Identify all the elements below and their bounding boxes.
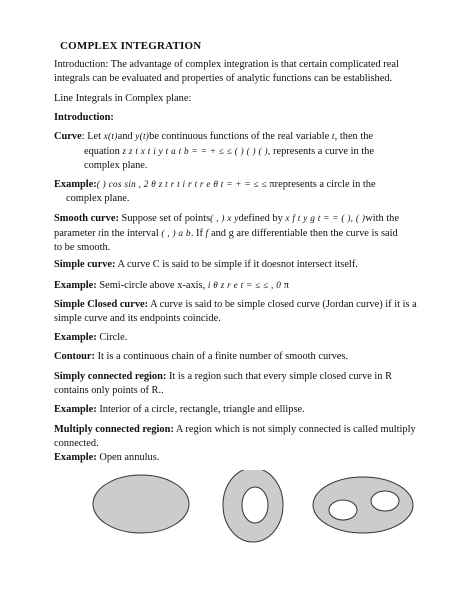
curve-text-4: , then the — [334, 131, 374, 142]
curve-text-1: : Let — [81, 131, 104, 142]
smooth-math-xy: ( , ) x y — [210, 213, 239, 223]
simple-curve-text: A curve C is said to be simple if it doesnot intersect itself. — [115, 259, 358, 270]
page-title: COMPLEX INTEGRATION — [60, 40, 202, 52]
example-semicircle — [54, 278, 424, 293]
simply-connected-definition — [54, 370, 424, 398]
curve-text-5: equation — [84, 146, 123, 157]
curve-equation-line — [54, 144, 424, 159]
example2-tail: π — [281, 280, 289, 291]
curve-label: Curve — [54, 131, 82, 142]
example-interiors — [54, 403, 424, 417]
smooth-curve-label: Smooth curve: — [54, 213, 119, 224]
example1-text-2: complex plane. — [66, 193, 130, 204]
simple-curve-label: Simple curve: — [54, 259, 116, 270]
smooth-text-1: Suppose set of points — [118, 213, 211, 224]
curve-text-2: and — [117, 131, 136, 142]
region-illustrations — [0, 470, 474, 550]
simple-curve-definition — [54, 258, 424, 272]
smooth-text-5: in the interval — [101, 228, 162, 239]
smooth-text-8: to be smooth. — [54, 242, 111, 253]
multiply-connected-text: A region which is not simply connected is called multiply connected. — [54, 424, 416, 449]
curve-math-t: t — [331, 131, 335, 141]
multiply-connected-definition — [54, 423, 424, 465]
curve-math-yt: y(t) — [135, 131, 150, 141]
simple-closed-label: Simple Closed curve: — [54, 299, 149, 310]
smooth-text-2: defined by — [238, 213, 286, 224]
example1-text-1: πrepresents a circle in the — [266, 179, 376, 190]
smooth-text-6: . If — [190, 228, 206, 239]
curve-text-7: complex plane. — [84, 160, 148, 171]
semicircle-equation: i θ z r e t = ≤ ≤ , 0 — [207, 280, 282, 290]
example3-text: Circle. — [96, 332, 128, 343]
contour-label: Contour: — [54, 351, 95, 362]
annulus-region — [223, 470, 283, 542]
left-hole — [329, 500, 357, 520]
example-circle-equation — [54, 177, 424, 206]
doubly-connected-region — [313, 477, 413, 533]
contour-definition — [54, 350, 424, 364]
circle-equation: ( ) cos sin , 2 θ z t r t i r t r e θ t = + = ≤ ≤ — [96, 179, 267, 189]
curve-equation: z z t x t i y t a t b = = + ≤ ≤ ( ) ( ) ( ), — [122, 146, 271, 156]
smooth-text-4: parameter — [54, 228, 99, 239]
line-integrals-heading: Line Integrals in Complex plane: — [54, 93, 192, 104]
example2-text: Semi-circle above x-axis, — [96, 280, 208, 291]
introduction-paragraph: Introduction: The advantage of complex integration is that certain complicated real integrals can be evaluated and properties of analytic functions can be established. — [54, 59, 399, 84]
simple-closed-curve-definition — [54, 298, 424, 326]
simple-closed-text: A curve is said to be simple closed curve (Jordan curve) if it is a simple curve and its endpoints coincide. — [54, 299, 417, 324]
example4-text: Interior of a circle, rectangle, triangle and ellipse. — [96, 404, 305, 415]
simply-connected-text: It is a region such that every simple closed curve in R contains only points of R.. — [54, 371, 393, 396]
right-hole — [371, 491, 399, 511]
example-label: Example: — [54, 332, 97, 343]
example-label: Example: — [54, 404, 97, 415]
curve-definition — [54, 129, 424, 173]
introduction-heading: Introduction: — [54, 112, 114, 123]
smooth-math-t: t — [98, 228, 101, 238]
contour-text: It is a continuous chain of a finite number of smooth curves. — [94, 351, 349, 362]
example-label: Example: — [54, 179, 97, 190]
curve-text-3: be continuous functions of the real variable — [149, 131, 332, 142]
multiply-connected-label: Multiply connected region: — [54, 424, 174, 435]
example-label: Example: — [54, 452, 97, 463]
smooth-text-3: with the — [365, 213, 399, 224]
smooth-math-interval: ( , ) a b — [161, 228, 191, 238]
annulus-hole — [242, 487, 268, 523]
simply-connected-label: Simply connected region: — [54, 371, 167, 382]
curve-text-6: represents a curve in the — [270, 146, 374, 157]
smooth-curve-definition — [54, 211, 424, 255]
smooth-math-param: x f t y g t = = ( ), ( ) — [285, 213, 366, 223]
smooth-text-7: and g are differentiable then the curve is said — [208, 228, 398, 239]
example-circle — [54, 331, 424, 345]
smooth-math-f: f — [205, 228, 209, 238]
example5-text: Open annulus. — [96, 452, 160, 463]
example-label: Example: — [54, 280, 97, 291]
curve-math-xt: x(t) — [103, 131, 118, 141]
simply-connected-ellipse — [93, 475, 189, 533]
